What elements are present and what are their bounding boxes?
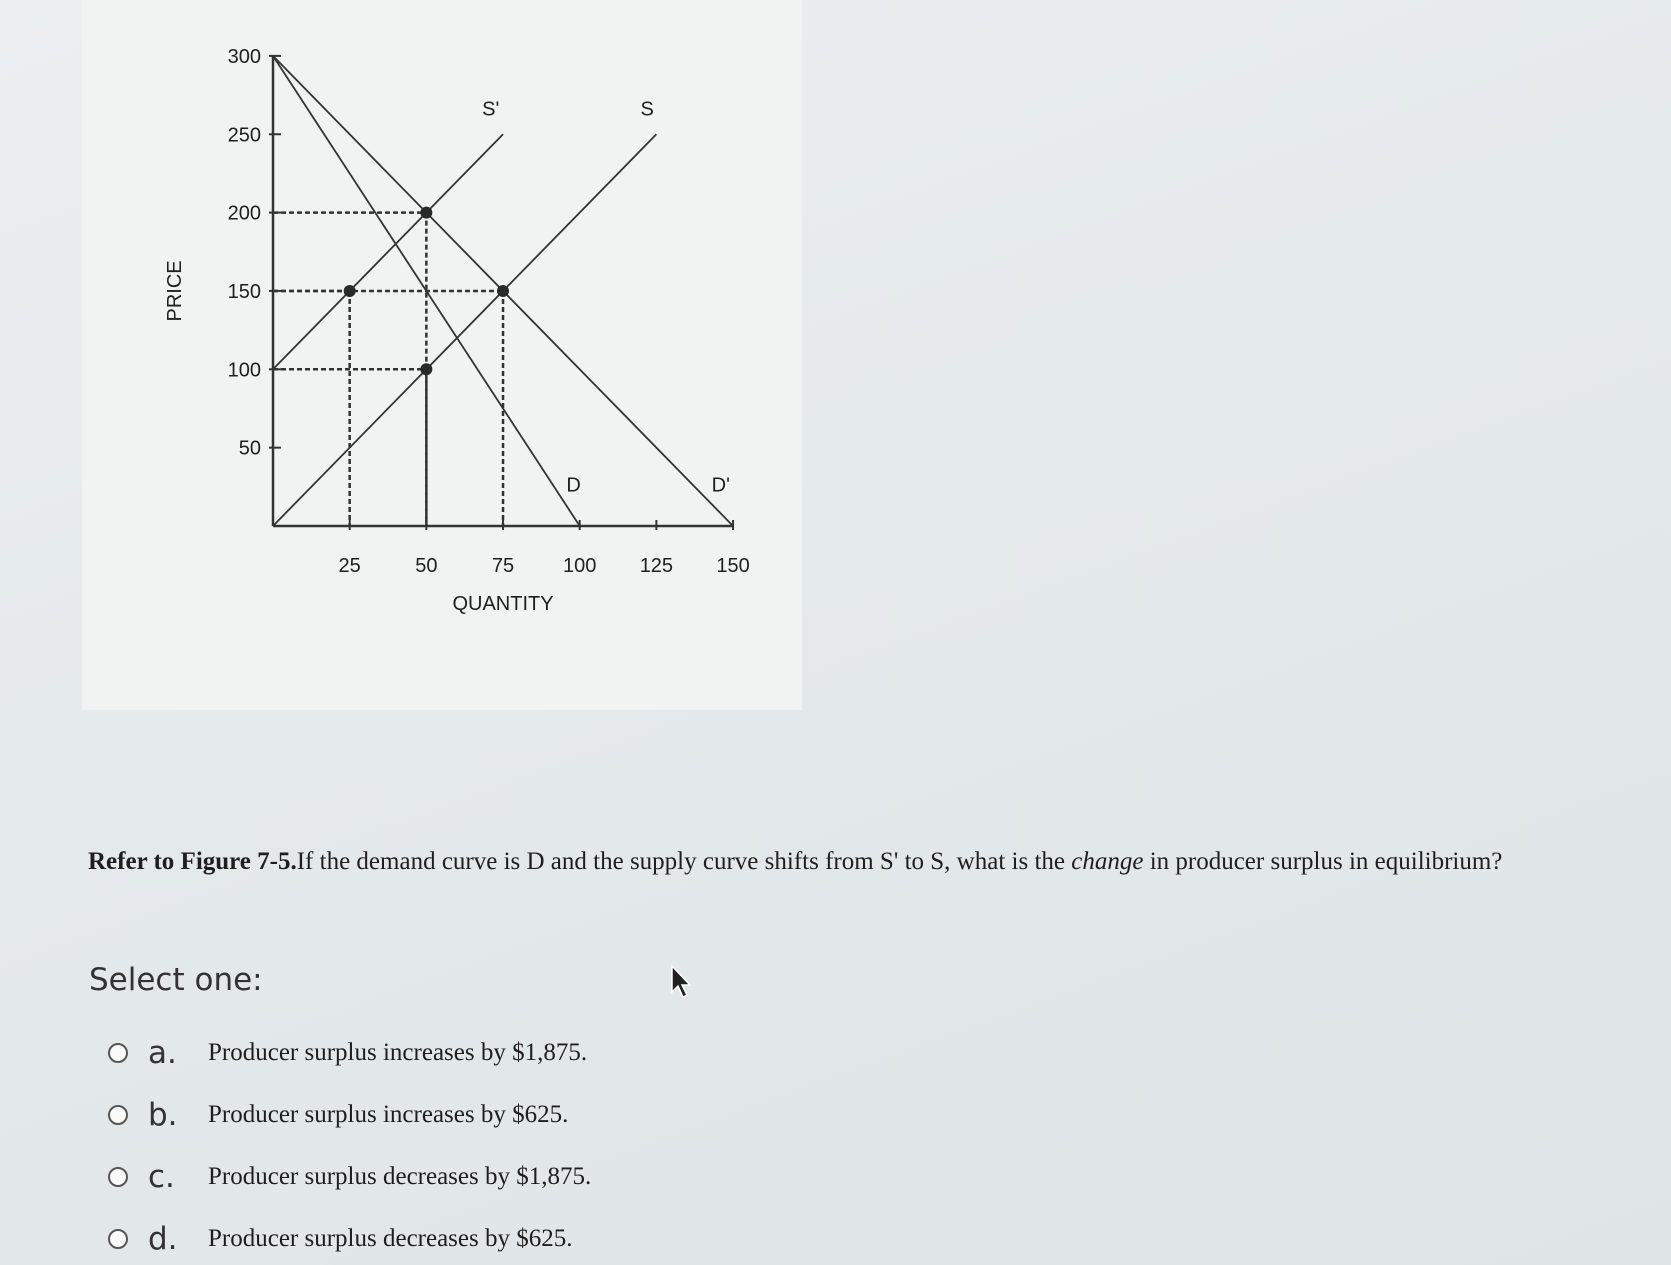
option-a[interactable]: [108, 1033, 587, 1073]
equilibrium-point: [497, 285, 509, 297]
y-tick-label: 150: [227, 280, 261, 303]
curve-label-s-prime: S': [482, 98, 500, 121]
equilibrium-point: [420, 207, 432, 219]
question-text: [88, 848, 1648, 876]
supply-demand-chart: [82, 0, 802, 710]
x-tick-label: 150: [716, 555, 750, 577]
curve-s: [273, 134, 656, 526]
y-tick-label: 200: [227, 202, 261, 225]
option-letter: c.: [148, 1159, 175, 1195]
question-figure-ref: Refer to Figure 7-5.: [88, 848, 297, 875]
option-text[interactable]: Producer surplus decreases by $625.: [208, 1225, 573, 1252]
x-tick-label: 75: [491, 555, 515, 577]
curve-label-d-prime: D': [711, 474, 730, 497]
option-d[interactable]: [108, 1219, 573, 1259]
curve-label-d: D: [566, 474, 581, 497]
option-letter: a.: [148, 1035, 177, 1071]
radio-option-a[interactable]: [108, 1043, 128, 1063]
option-c[interactable]: [108, 1157, 591, 1197]
x-tick-label: 125: [639, 555, 674, 577]
select-one-label: Select one:: [89, 962, 263, 998]
question-part-1: If the demand curve is D and the supply curve shifts from S' to S, what is the: [296, 848, 1072, 875]
y-axis-label: PRICE: [164, 260, 186, 322]
radio-option-c[interactable]: [108, 1167, 128, 1187]
x-tick-label: 50: [415, 555, 438, 577]
curve-label-s: S: [640, 98, 654, 121]
option-text[interactable]: Producer surplus increases by $625.: [208, 1101, 569, 1128]
equilibrium-point: [344, 285, 356, 297]
x-tick-label: 25: [338, 555, 361, 577]
option-letter: b.: [148, 1097, 178, 1133]
option-letter: d.: [148, 1221, 178, 1257]
curve-s-prime: [273, 134, 503, 369]
figure-panel: [82, 0, 802, 710]
radio-option-d[interactable]: [108, 1229, 128, 1249]
question-part-2: in producer surplus in equilibrium?: [1143, 848, 1503, 875]
option-text[interactable]: Producer surplus increases by $1,875.: [208, 1039, 588, 1066]
radio-option-b[interactable]: [108, 1105, 128, 1125]
mouse-cursor-icon: [670, 964, 696, 1000]
y-tick-label: 50: [238, 437, 261, 460]
y-tick-label: 100: [227, 359, 261, 382]
equilibrium-point: [420, 363, 432, 375]
x-tick-label: 100: [563, 555, 597, 577]
option-text[interactable]: Producer surplus decreases by $1,875.: [208, 1163, 592, 1190]
y-tick-label: 300: [227, 45, 261, 68]
option-b[interactable]: [108, 1095, 568, 1135]
question-emphasis: change: [1071, 848, 1144, 875]
x-axis-label: QUANTITY: [452, 593, 554, 615]
y-tick-label: 250: [227, 124, 261, 147]
